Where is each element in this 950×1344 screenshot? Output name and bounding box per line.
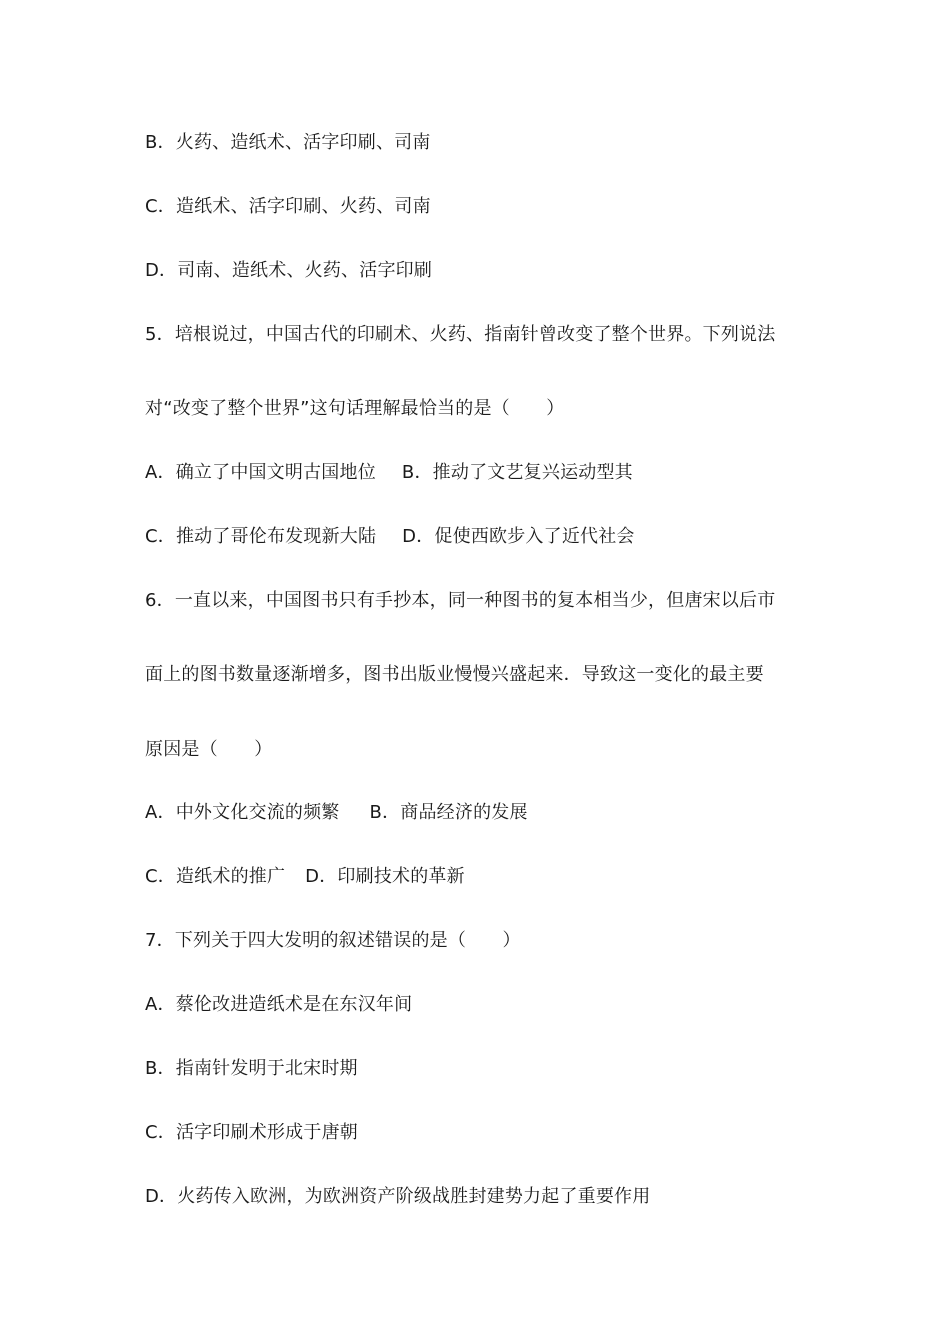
q5-stem-line-1: 5．培根说过，中国古代的印刷术、火药、指南针曾改变了整个世界。下列说法 (145, 324, 776, 345)
q6-options-row-2 (145, 865, 465, 889)
q7-stem: 7．下列关于四大发明的叙述错误的是（ ） (145, 930, 521, 951)
q7-option-c: C．活字印刷术形成于唐朝 (145, 1122, 358, 1143)
q5-option-b: B．推动了文艺复兴运动型其 (401, 462, 633, 483)
q7-option-b: B．指南针发明于北宋时期 (145, 1058, 358, 1079)
q6-option-a: A．中外文化交流的频繁 (145, 802, 340, 823)
q5-option-a: A．确立了中国文明古国地位 (145, 462, 376, 483)
q6-options-row-1 (145, 801, 528, 825)
q5-options-row-2 (145, 525, 635, 549)
q6-stem-line-2: 面上的图书数量逐渐增多，图书出版业慢慢兴盛起来．导致这一变化的最主要 (145, 664, 764, 685)
q4-option-c: C．造纸术、活字印刷、火药、司南 (145, 196, 431, 217)
q5-options-row-1 (145, 461, 633, 485)
q6-option-b: B．商品经济的发展 (369, 802, 528, 823)
q6-option-c: C．造纸术的推广 (145, 866, 286, 887)
q5-option-c: C．推动了哥伦布发现新大陆 (145, 526, 377, 547)
q5-stem-line-2: 对“改变了整个世界”这句话理解最恰当的是（ ） (145, 398, 565, 419)
q4-option-b: B．火药、造纸术、活字印刷、司南 (145, 132, 431, 153)
q4-option-d: D．司南、造纸术、火药、活字印刷 (145, 260, 433, 281)
q7-option-d: D．火药传入欧洲，为欧洲资产阶级战胜封建势力起了重要作用 (145, 1186, 651, 1207)
q6-stem-line-1: 6．一直以来，中国图书只有手抄本，同一种图书的复本相当少，但唐宋以后市 (145, 590, 776, 611)
q5-option-d: D．促使西欧步入了近代社会 (402, 526, 635, 547)
q6-stem-line-3: 原因是（ ） (145, 739, 273, 760)
q6-option-d: D．印刷技术的革新 (305, 866, 465, 887)
q7-option-a: A．蔡伦改进造纸术是在东汉年间 (145, 994, 413, 1015)
